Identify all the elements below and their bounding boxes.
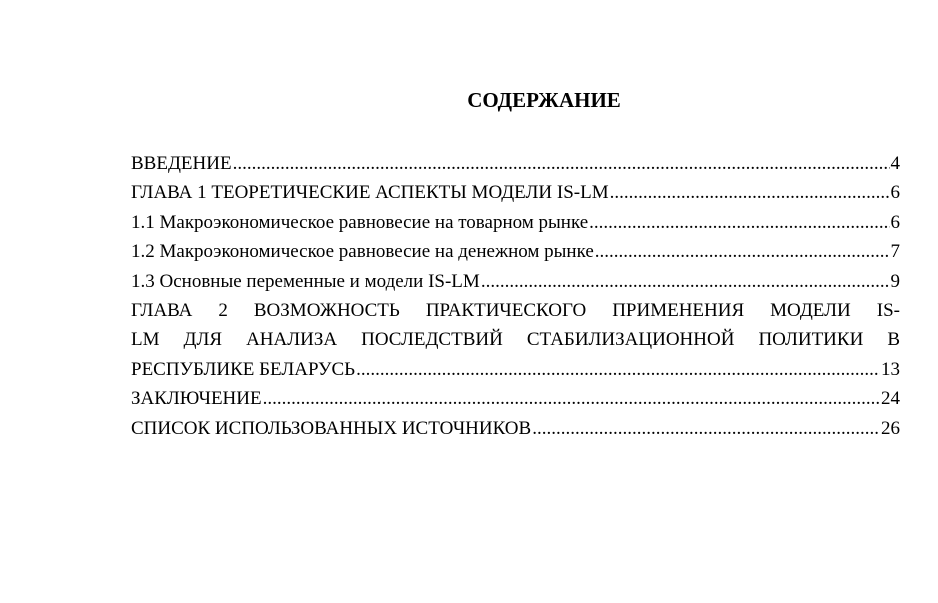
toc-entry-page: 4: [890, 153, 900, 174]
toc-entry-introduction: [131, 149, 900, 178]
toc-entry-page: 6: [890, 211, 900, 233]
toc-leader-dots: [532, 414, 880, 443]
toc-leader-dots: [356, 355, 880, 384]
table-of-contents: [131, 149, 900, 443]
toc-entry-label: РЕСПУБЛИКЕ БЕЛАРУСЬ: [131, 358, 356, 380]
toc-entry-line: ГЛАВА 2 ВОЗМОЖНОСТЬ ПРАКТИЧЕСКОГО ПРИМЕНЕНИЯ МОДЕЛИ IS-: [131, 300, 900, 322]
toc-entry-section-1-2: [131, 237, 900, 266]
toc-entry-references: [131, 414, 900, 443]
toc-entry-label: ГЛАВА 1 ТЕОРЕТИЧЕСКИЕ АСПЕКТЫ МОДЕЛИ IS-LM: [131, 182, 609, 204]
toc-leader-dots: [481, 267, 890, 296]
toc-leader-dots: [263, 384, 880, 413]
toc-title: СОДЕРЖАНИЕ: [467, 88, 621, 112]
toc-entry-label: ВВЕДЕНИЕ: [131, 153, 232, 174]
toc-entry-label: 1.1 Макроэкономическое равновесие на товарном рынке: [131, 211, 589, 233]
toc-entry-page: 6: [890, 182, 900, 204]
toc-entry-page: 7: [890, 241, 900, 263]
toc-entry-label: СПИСОК ИСПОЛЬЗОВАННЫХ ИСТОЧНИКОВ: [131, 417, 532, 439]
toc-entry-page: 13: [881, 358, 900, 380]
toc-entry-page: 26: [881, 417, 900, 439]
toc-entry-label: ЗАКЛЮЧЕНИЕ: [131, 388, 262, 410]
toc-entry-page: 24: [881, 388, 900, 410]
toc-entry-chapter-2: [131, 296, 900, 384]
toc-leader-dots: [595, 237, 890, 266]
toc-entry-label: 1.3 Основные переменные и модели IS-LM: [131, 270, 480, 292]
toc-leader-dots: [233, 149, 890, 178]
toc-leader-dots: [589, 208, 889, 237]
toc-entry-last-line: [131, 355, 900, 384]
toc-entry-section-1-3: [131, 267, 900, 296]
toc-entry-line: LM ДЛЯ АНАЛИЗА ПОСЛЕДСТВИЙ СТАБИЛИЗАЦИОННОЙ ПОЛИТИКИ В: [131, 329, 900, 351]
toc-entry-section-1-1: [131, 208, 900, 237]
toc-entry-chapter-1: [131, 178, 900, 207]
toc-entry-page: 9: [890, 270, 900, 292]
toc-leader-dots: [610, 178, 890, 207]
toc-entry-label: 1.2 Макроэкономическое равновесие на денежном рынке: [131, 241, 594, 263]
toc-entry-conclusion: [131, 384, 900, 413]
